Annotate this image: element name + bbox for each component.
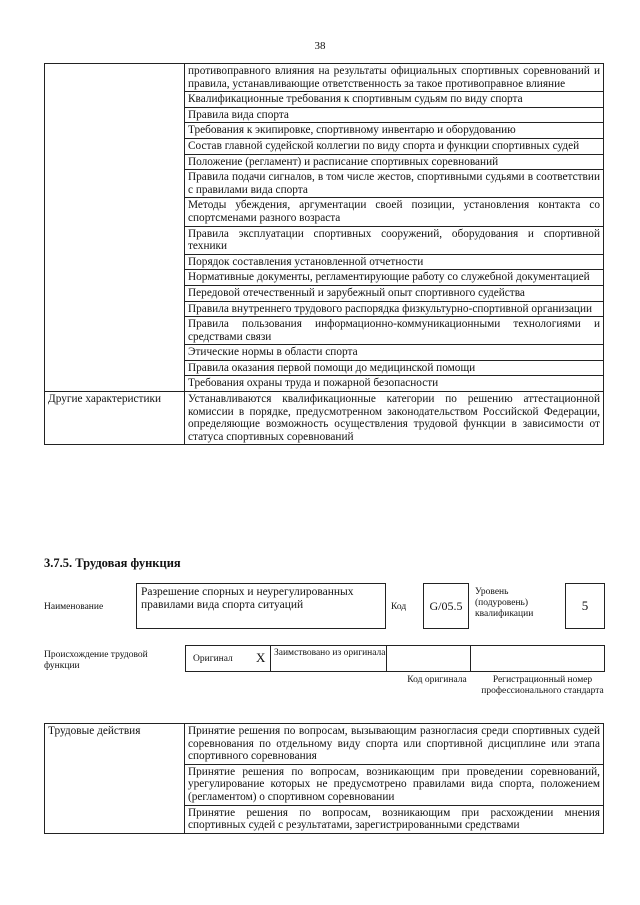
action-item: Принятие решения по вопросам, вызывающим разногласия среди спортивных судей соревнования по отдельному виду спорта или спортивной дисциплине или этапа спортивного соревнования [185,724,604,765]
action-item: Принятие решения по вопросам, возникающим при проведении соревнований, урегулирование которых не предусмотрено правилами вида спорта, положением (регламентом) о спортивном соревновании [185,764,604,805]
knowledge-item: Методы убеждения, аргументации своей позиции, установления контакта со спортсменами разного возраста [185,198,604,226]
origin-code-label: Код оригинала [407,675,467,685]
section-title: 3.7.5. Трудовая функция [44,556,181,570]
knowledge-item: Квалификационные требования к спортивным судьям по виду спорта [185,92,604,108]
function-name-value: Разрешение спорных и неурегулированных правилами вида спорта ситуаций [141,586,354,611]
knowledge-item: Требования охраны труда и пожарной безопасности [185,376,604,392]
origin-divider [270,645,271,672]
origin-divider [386,645,387,672]
action-item: Принятие решения по вопросам, возникающим при расхождении мнения спортивных судей с результатами, зарегистрированными средствами [185,805,604,833]
knowledge-item: Передовой отечественный и зарубежный опыт спортивного судейства [185,285,604,301]
knowledge-table [44,63,604,445]
reg-number-label: Регистрационный номер профессионального стандарта [481,675,604,696]
knowledge-item: Правила вида спорта [185,107,604,123]
level-value-box [565,583,605,629]
level-label: Уровень (подуровень) квалификации [475,587,534,619]
knowledge-item: Правила оказания первой помощи до медицинской помощи [185,360,604,376]
code-label: Код [391,602,407,612]
other-text: Устанавливаются квалификационные категории по решению аттестационной комиссии в порядке, предусмотренном законодательством Российской Федерации, определяющие возможность осуществления трудовой функции в зависимости от статуса спортивных соревнований [185,392,604,445]
knowledge-item: Правила пользования информационно-коммуникационными технологиями и средствами связи [185,317,604,345]
knowledge-item: Правила эксплуатации спортивных сооружений, оборудования и спортивной техники [185,226,604,254]
actions-table [44,723,604,834]
table-row [45,724,604,765]
knowledge-item: Правила подачи сигналов, в том числе жестов, спортивными судьями в соответствии с правилами вида спорта [185,170,604,198]
knowledge-item: Положение (регламент) и расписание спортивных соревнований [185,154,604,170]
table-row [45,64,604,92]
knowledge-item: Правила внутреннего трудового распорядка физкультурно-спортивной организации [185,301,604,317]
name-label: Наименование [44,602,104,612]
origin-label: Происхождение трудовой функции [44,650,148,671]
knowledge-item: Состав главной судейской коллегии по виду спорта и функции спортивных судей [185,138,604,154]
knowledge-item: Нормативные документы, регламентирующие работу со служебной документацией [185,270,604,286]
code-value: G/05.5 [429,598,463,613]
origin-table [185,645,605,672]
level-value: 5 [581,598,589,613]
actions-label: Трудовые действия [45,724,185,834]
knowledge-item: Порядок составления установленной отчетности [185,254,604,270]
borrowed-label: Заимствовано из оригинала [274,648,386,658]
original-label: Оригинал [193,654,233,664]
table-row [45,392,604,445]
knowledge-item: Требования к экипировке, спортивному инвентарю и оборудованию [185,123,604,139]
knowledge-item: противоправного влияния на результаты официальных спортивных соревнований и правила, устанавливающие ответственность за такое противоправное влияние [185,64,604,92]
knowledge-label-cell [45,64,185,392]
origin-divider [470,645,471,672]
code-value-box [423,583,469,629]
original-mark: X [256,650,266,665]
function-name-box [136,583,386,629]
other-label: Другие характеристики [45,392,185,445]
page-number: 38 [314,40,326,52]
knowledge-item: Этические нормы в области спорта [185,345,604,361]
